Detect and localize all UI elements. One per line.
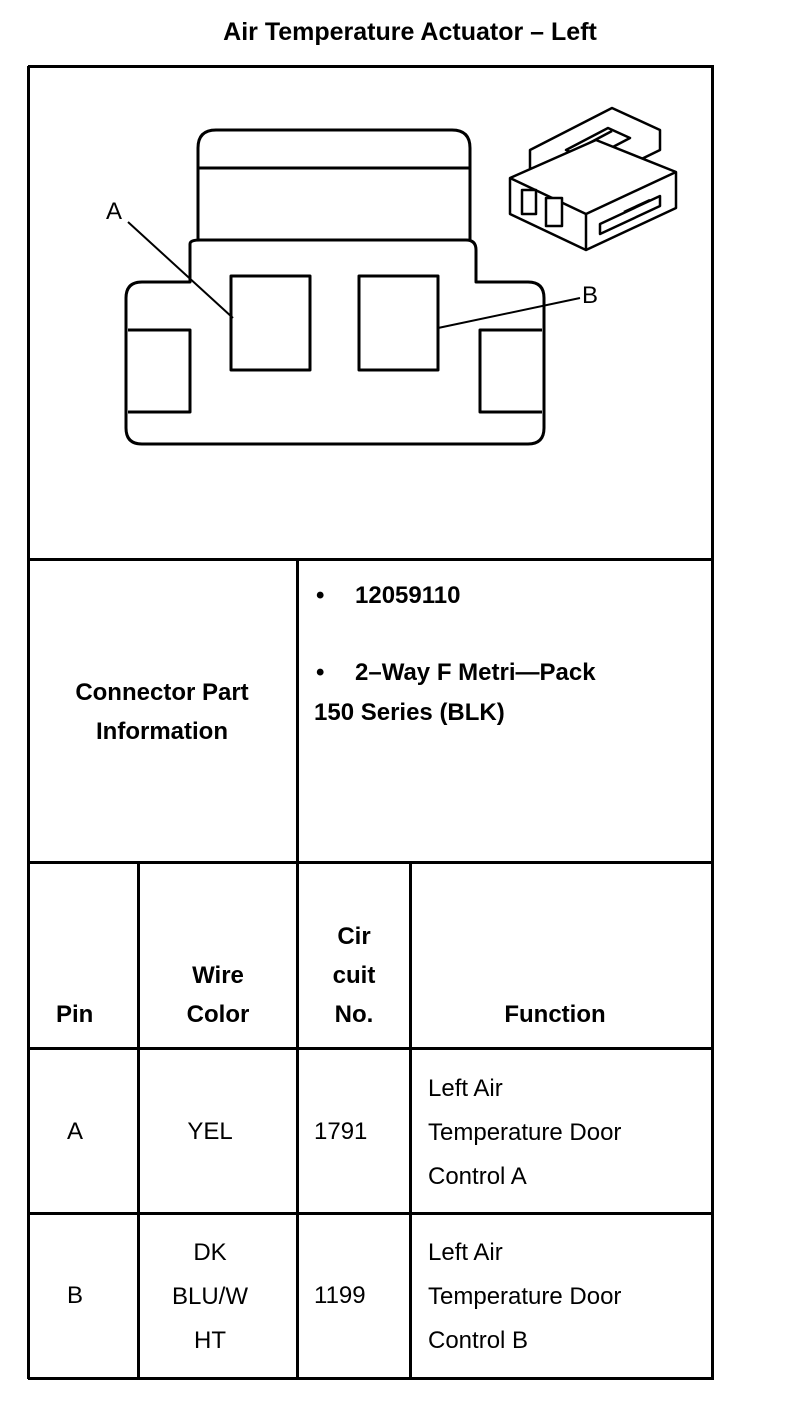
- row-a-wire-color-line1: YEL: [187, 1118, 233, 1145]
- diagram-label-b: B: [582, 282, 599, 309]
- row-a-circuit: 1791: [314, 1118, 368, 1145]
- row-a-function-line1: Left Air: [428, 1075, 503, 1102]
- info-row-separator: [28, 861, 714, 864]
- page-title: Air Temperature Actuator – Left: [223, 18, 597, 46]
- header-pin: Pin: [56, 1001, 94, 1028]
- row-b-wire-color: [140, 1231, 280, 1363]
- connector-info-heading-line1: Connector Part: [75, 679, 249, 706]
- diagram-label-a: A: [106, 198, 123, 225]
- cavity-a: [231, 276, 310, 370]
- header-wire-color-line2: Color: [186, 1001, 250, 1028]
- cavity-b: [359, 276, 438, 370]
- connector-isometric-icon: [510, 108, 676, 250]
- header-circuit-line1: Cir: [337, 923, 371, 950]
- row-b-wire-color-line2: BLU/W: [171, 1283, 248, 1310]
- row-b-wire-color-line3: HT: [194, 1327, 226, 1354]
- connector-diagram: [0, 0, 800, 560]
- part-number-bullet: •: [316, 582, 325, 609]
- connector-info-heading-line2: Information: [96, 718, 228, 745]
- row-b-wire-color-line1: DK: [193, 1239, 227, 1266]
- row-b-function-line2: Temperature Door: [428, 1283, 622, 1310]
- description-bullet: •: [316, 659, 325, 686]
- header-wire-color-line1: Wire: [192, 962, 244, 989]
- description-line2: 150 Series (BLK): [314, 699, 505, 726]
- connector-top-tab: [198, 130, 470, 240]
- header-circuit-line2: cuit: [332, 962, 376, 989]
- row-a-function: [428, 1067, 621, 1199]
- row-a-function-line3: Control A: [428, 1163, 527, 1190]
- header-row-separator: [28, 1047, 714, 1050]
- header-circuit-number: [299, 917, 409, 1034]
- row-b-function-line3: Control B: [428, 1327, 529, 1354]
- row-a-separator: [28, 1212, 714, 1215]
- part-number: 12059110: [355, 582, 461, 609]
- row-a-pin: A: [67, 1118, 84, 1145]
- circuit-column-separator: [409, 863, 412, 1378]
- row-b-function-line1: Left Air: [428, 1239, 503, 1266]
- header-function: Function: [504, 1001, 606, 1028]
- table-border-bottom: [28, 1377, 714, 1380]
- connector-info-heading: [28, 673, 296, 751]
- header-wire-color: [140, 956, 296, 1034]
- row-a-function-line2: Temperature Door: [428, 1119, 622, 1146]
- row-b-function: [428, 1231, 621, 1363]
- header-circuit-line3: No.: [334, 1001, 374, 1028]
- row-b-circuit: 1199: [314, 1282, 366, 1309]
- row-b-pin: B: [67, 1282, 84, 1309]
- row-a-wire-color: [140, 1112, 280, 1151]
- description-line1: 2–Way F Metri—Pack: [355, 659, 596, 686]
